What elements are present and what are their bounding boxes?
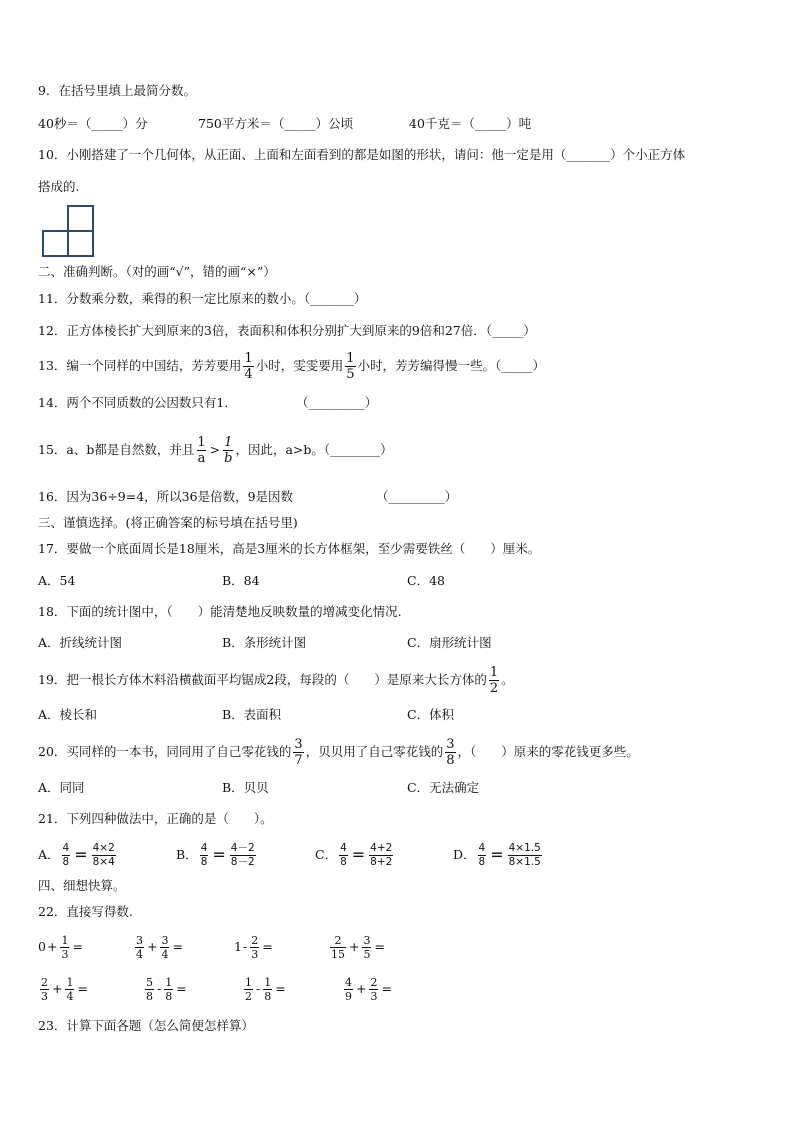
q13-fraction-1: $\frac{1}{4}$	[244, 350, 253, 382]
fraction: $\frac{3}{4}$	[161, 933, 169, 961]
q21-right-fraction: $\frac{4\times 1.5}{8\times 1.5}$	[508, 841, 541, 868]
q15-line	[38, 428, 393, 472]
operator: +	[52, 981, 63, 996]
q21-option-label: B．	[176, 847, 198, 862]
q18-option-c: C．扇形统计图	[407, 635, 492, 650]
q13-pre: 13．编一个同样的中国结，芳芳要用	[38, 358, 242, 373]
q21-left-fraction: $\frac{4}{8}$	[478, 841, 486, 868]
q21-option-d: D． $\frac{4}{8}$ = $\frac{4\times 1.5}{8\times 1.5}$	[453, 841, 541, 868]
equals: =	[374, 939, 385, 954]
q19-line	[38, 662, 514, 698]
q22-expr-2	[133, 928, 184, 966]
q20-mid: ，贝贝用了自己零花钱的	[305, 744, 444, 759]
q9-text: 9．在括号里填上最简分数。	[38, 83, 196, 98]
q20-fraction-1: $\frac{3}{7}$	[294, 736, 303, 768]
equals: =	[176, 981, 187, 996]
equals: =	[77, 981, 88, 996]
q22-expr-8	[342, 970, 393, 1008]
q22-text: 22．直接写得数.	[38, 904, 133, 919]
q10-line1: 10．小刚搭建了一个几何体，从正面、上面和左面看到的都是如图的形状，请问：他一定是用（_______）个小正方体	[38, 147, 686, 162]
q14-blank: （_________）	[296, 395, 378, 410]
q21-text: 21．下列四种做法中，正确的是（ ）。	[38, 811, 273, 826]
q18-text: 18．下面的统计图中，（ ）能清楚地反映数量的增减变化情况.	[38, 604, 402, 619]
q10-line2: 搭成的.	[38, 179, 80, 194]
q21-option-label: D．	[453, 847, 476, 862]
fraction: $\frac{3}{5}$	[363, 933, 371, 961]
q20-option-c: C．无法确定	[407, 780, 480, 795]
q16-text: 16．因为36÷9=4，所以36是倍数，9是因数	[38, 489, 294, 504]
q9-part-a: 40秒＝（_____）分	[38, 116, 148, 131]
fraction: $\frac{1}{2}$	[245, 975, 252, 1003]
section-3-heading: 三、谨慎选择。(将正确答案的标号填在括号里)	[38, 515, 298, 530]
q19-option-c: C．体积	[407, 707, 455, 722]
q20-option-b: B．贝贝	[222, 780, 269, 795]
fraction: $\frac{2}{3}$	[370, 975, 378, 1003]
q15-pre: 15．a、b都是自然数，并且	[38, 442, 195, 457]
q17-text: 17．要做一个底面周长是18厘米，高是3厘米的长方体框架，至少需要铁丝（ ）厘米。	[38, 541, 541, 556]
q12-text: 12．正方体棱长扩大到原来的3倍，表面积和体积分别扩大到原来的9倍和27倍．（_____）	[38, 323, 536, 338]
q18-option-b: B．条形统计图	[222, 635, 307, 650]
q16-blank: （_________）	[376, 489, 458, 504]
operator: -	[256, 981, 261, 996]
fraction: $\frac{1}{8}$	[165, 975, 173, 1003]
q21-right-fraction: $\frac{4\times 2}{8\times 4}$	[92, 841, 115, 868]
q19-option-b: B．表面积	[222, 707, 282, 722]
q22-expr-1	[38, 928, 84, 966]
q15-gt: >	[209, 442, 221, 457]
q17-option-a: A．54	[38, 573, 76, 588]
whole-number: 1	[234, 939, 242, 954]
q19-fraction: $\frac{1}{2}$	[489, 664, 499, 696]
q21-option-c: C． $\frac{4}{8}$ = $\frac{4+2}{8+2}$	[315, 841, 393, 868]
q17-option-b: B．84	[222, 573, 260, 588]
q9-part-c: 40千克＝（_____）吨	[409, 116, 532, 131]
fraction: $\frac{4}{9}$	[345, 975, 352, 1003]
q13-post: 小时，芳芳编得慢一些。（_____）	[357, 358, 546, 373]
q22-expr-5	[38, 970, 89, 1008]
fraction: $\frac{1}{4}$	[66, 975, 74, 1003]
q17-option-c: C．48	[407, 573, 445, 588]
fraction: $\frac{2}{15}$	[331, 933, 345, 961]
fraction: $\frac{1}{3}$	[61, 933, 69, 961]
fraction: $\frac{3}{4}$	[136, 933, 143, 961]
q19-pre: 19．把一根长方体木料沿横截面平均锯成2段，每段的（ ）是原来大长方体的	[38, 672, 487, 687]
equals: =	[72, 939, 83, 954]
cube-figure	[42, 205, 94, 257]
q21-option-b: B． $\frac{4}{8}$ = $\frac{4-2}{8-2}$	[176, 841, 255, 868]
q21-option-label: C．	[315, 847, 338, 862]
section-4-heading: 四、细想快算。	[38, 878, 126, 893]
q20-option-a: A．同同	[38, 780, 85, 795]
q15-fraction-1: $\frac{1}{a}$	[197, 434, 206, 466]
fraction: $\frac{2}{3}$	[251, 933, 259, 961]
whole-number: 0	[38, 939, 46, 954]
operator: +	[147, 939, 158, 954]
equals: =	[275, 981, 286, 996]
q19-post: 。	[501, 672, 514, 687]
fraction: $\frac{2}{3}$	[41, 975, 48, 1003]
q21-option-label: A．	[38, 847, 60, 862]
q21-right-fraction: $\frac{4-2}{8-2}$	[230, 841, 255, 868]
q18-option-a: A．折线统计图	[38, 635, 123, 650]
q19-option-a: A．棱长和	[38, 707, 98, 722]
operator: +	[46, 939, 58, 954]
equals: =	[262, 939, 273, 954]
q9-part-b: 750平方米＝（_____）公顷	[198, 116, 354, 131]
q23-text: 23．计算下面各题（怎么简便怎样算）	[38, 1018, 254, 1033]
fraction: $\frac{1}{8}$	[264, 975, 272, 1003]
q22-expr-3	[234, 928, 274, 966]
q13-fraction-2: $\frac{1}{5}$	[346, 350, 355, 382]
equals: =	[381, 981, 392, 996]
q21-right-fraction: $\frac{4+2}{8+2}$	[370, 841, 393, 868]
fraction: $\frac{5}{8}$	[146, 975, 153, 1003]
q22-expr-4	[328, 928, 386, 966]
q15-fraction-2: $\frac{1}{b}$	[224, 434, 233, 466]
q20-post: ，（ ）原来的零花钱更多些。	[457, 744, 639, 759]
section-2-heading: 二、准确判断。（对的画“√”，错的画“×”）	[38, 264, 276, 279]
equals: =	[172, 939, 183, 954]
operator: -	[157, 981, 162, 996]
q14-text: 14．两个不同质数的公因数只有1．	[38, 395, 237, 410]
q21-left-fraction: $\frac{4}{8}$	[62, 841, 70, 868]
q20-fraction-2: $\frac{3}{8}$	[446, 736, 455, 768]
q11-text: 11．分数乘分数，乘得的积一定比原来的数小。（_______）	[38, 291, 367, 306]
q13-line	[38, 346, 545, 386]
operator: +	[356, 981, 367, 996]
q20-line	[38, 732, 639, 772]
q22-expr-7	[242, 970, 287, 1008]
q21-left-fraction: $\frac{4}{8}$	[200, 841, 208, 868]
q21-left-fraction: $\frac{4}{8}$	[340, 841, 347, 868]
q21-option-a: A． $\frac{4}{8}$ = $\frac{4\times 2}{8\times 4}$	[38, 841, 115, 868]
q13-mid: 小时，雯雯要用	[255, 358, 344, 373]
q20-pre: 20．买同样的一本书，同同用了自己零花钱的	[38, 744, 292, 759]
q22-expr-6	[143, 970, 188, 1008]
q15-post: ，因此，a>b。（________）	[235, 442, 393, 457]
operator: -	[242, 939, 248, 954]
operator: +	[349, 939, 360, 954]
